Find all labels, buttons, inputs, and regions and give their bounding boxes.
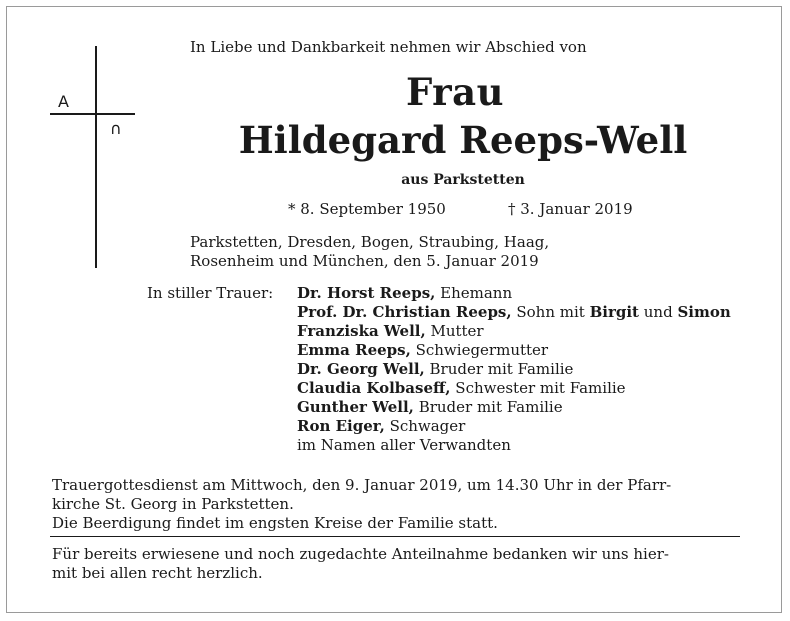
places-line: Parkstetten, Dresden, Bogen, Straubing, Haag, <box>190 233 550 251</box>
mourner-row: Gunther Well, Bruder mit Familie <box>297 398 563 416</box>
thanks-line: mit bei allen recht herzlich. <box>52 564 263 582</box>
intro-line: In Liebe und Dankbarkeit nehmen wir Abschied von <box>190 38 587 56</box>
mourner-row: Emma Reeps, Schwiegermutter <box>297 341 549 359</box>
service-line: kirche St. Georg in Parkstetten. <box>52 495 294 513</box>
service-line: Trauergottesdienst am Mittwoch, den 9. Januar 2019, um 14.30 Uhr in der Pfarr- <box>52 476 672 494</box>
places-block <box>190 233 549 271</box>
deceased-name: Hildegard Reeps-Well <box>238 118 688 162</box>
omega-symbol: ∩ <box>110 119 122 138</box>
alpha-symbol: A <box>58 92 69 111</box>
service-line: Die Beerdigung findet im engsten Kreise der Familie statt. <box>52 514 498 532</box>
mourning-label: In stiller Trauer: <box>147 284 274 302</box>
mourner-row: Dr. Horst Reeps, Ehemann <box>297 284 513 302</box>
mourner-row: Franziska Well, Mutter <box>297 322 484 340</box>
mourner-row: Prof. Dr. Christian Reeps, Sohn mit Birgit und Simon <box>297 303 731 321</box>
thanks-text <box>52 545 669 583</box>
origin-line: aus Parkstetten <box>401 172 525 188</box>
name-title: Frau <box>406 70 504 114</box>
places-line: Rosenheim und München, den 5. Januar 2019 <box>190 252 539 270</box>
mourners-list <box>297 284 731 455</box>
thanks-line: Für bereits erwiesene und noch zugedachte Anteilnahme bedanken wir uns hier- <box>52 545 669 563</box>
mourner-row: Ron Eiger, Schwager <box>297 417 466 435</box>
mourner-row: Claudia Kolbaseff, Schwester mit Familie <box>297 379 626 397</box>
divider <box>50 536 740 537</box>
mourner-row: im Namen aller Verwandten <box>297 436 511 454</box>
service-info <box>52 476 671 533</box>
death-date: † 3. Januar 2019 <box>508 200 633 218</box>
mourner-row: Dr. Georg Well, Bruder mit Familie <box>297 360 574 378</box>
birth-date: * 8. September 1950 <box>288 200 446 218</box>
